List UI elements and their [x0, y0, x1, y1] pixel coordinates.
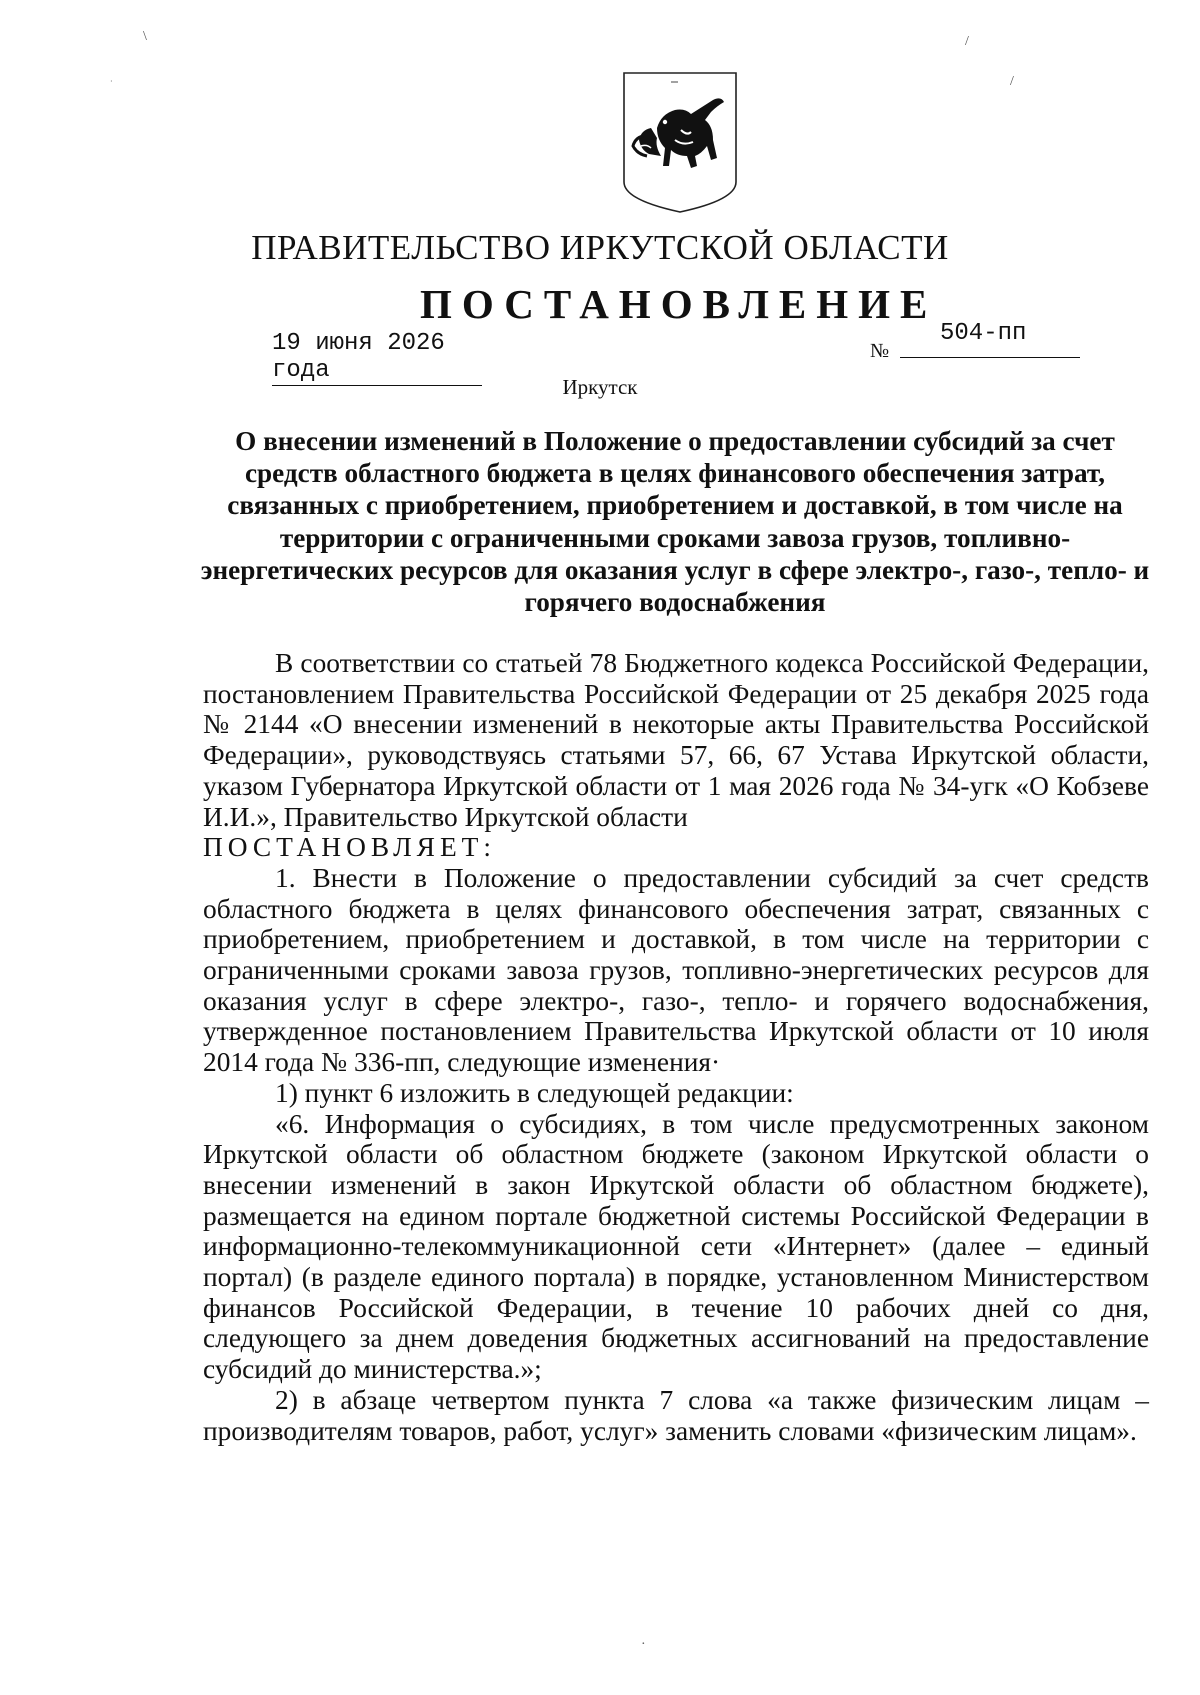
document-heading: О внесении изменений в Положение о предоставлении субсидий за счет средств областного бюджета в целях финансового обеспечения затрат, связанных с приобретением, приобретением и доставкой, в том числе на территории с ограниченными сроками завоза грузов, топливно-энергетических ресурсов для оказания услуг в сфере электро-, газо-, тепло- и горячего водоснабжения [200, 426, 1150, 618]
document-date: 19 июня 2026 года [272, 330, 482, 386]
scan-mark: · [641, 1637, 646, 1652]
quoted-point-6-paragraph: «6. Информация о субсидиях, в том числе предусмотренных законом Иркутской области об областном бюджете (законом Иркутской области о внесении изменений в закон Иркутской области об областном бюджете), размещается на едином портале бюджетной системы Российской Федерации в информационно-телекоммуникационной сети «Интернет» (далее – единый портал) (в разделе единого портала) в порядке, установленном Министерством финансов Российской Федерации, в течение 10 рабочих дней со дня, следующего за днем доведения бюджетных ассигнований на предоставление субсидий до министерства.»; [203, 1108, 1149, 1385]
document-body [203, 648, 1149, 1446]
document-number: 504-пп [900, 320, 1080, 358]
number-sign: № [870, 340, 890, 362]
item-1-paragraph: 1. Внести в Положение о предоставлении субсидий за счет средств областного бюджета в целях финансового обеспечения затрат, связанных с приобретением, приобретением и доставкой, в том числе на территории с ограниченными сроками завоза грузов, топливно-энергетических ресурсов для оказания услуг в сфере электро-, газо-, тепло- и горячего водоснабжения, утвержденное постановлением Правительства Иркутской области от 10 июля 2014 года № 336-пп, следующие изменения· [203, 862, 1149, 1078]
sub-item-2-paragraph: 2) в абзаце четвертом пункта 7 слова «а также физическим лицам – производителям товаров, работ, услуг» заменить словами «физическим лицам». [203, 1384, 1149, 1446]
scan-mark: / [965, 34, 969, 49]
sub-item-1-paragraph: 1) пункт 6 изложить в следующей редакции: [275, 1077, 794, 1108]
scan-mark: \ [143, 29, 147, 44]
preamble-paragraph: В соответствии со статьей 78 Бюджетного кодекса Российской Федерации, постановлением Правительства Российской Федерации от 25 декабря 2025 года № 2144 «О внесении изменений в некоторые акты Правительства Российской Федерации», руководствуясь статьями 57, 66, 67 Устава Иркутской области, указом Губернатора Иркутской области от 1 мая 2026 года № 34-угк «О Кобзеве И.И.», Правительство Иркутской области [203, 648, 1149, 832]
government-title: ПРАВИТЕЛЬСТВО ИРКУТСКОЙ ОБЛАСТИ [251, 228, 949, 267]
document-type-title: ПОСТАНОВЛЕНИЕ [420, 281, 938, 327]
scan-mark: / [1010, 74, 1014, 89]
city-name: Иркутск [562, 375, 638, 399]
scan-mark: · [110, 77, 113, 86]
coat-of-arms-emblem [621, 70, 739, 215]
resolves-word: ПОСТАНОВЛЯЕТ: [203, 832, 497, 863]
